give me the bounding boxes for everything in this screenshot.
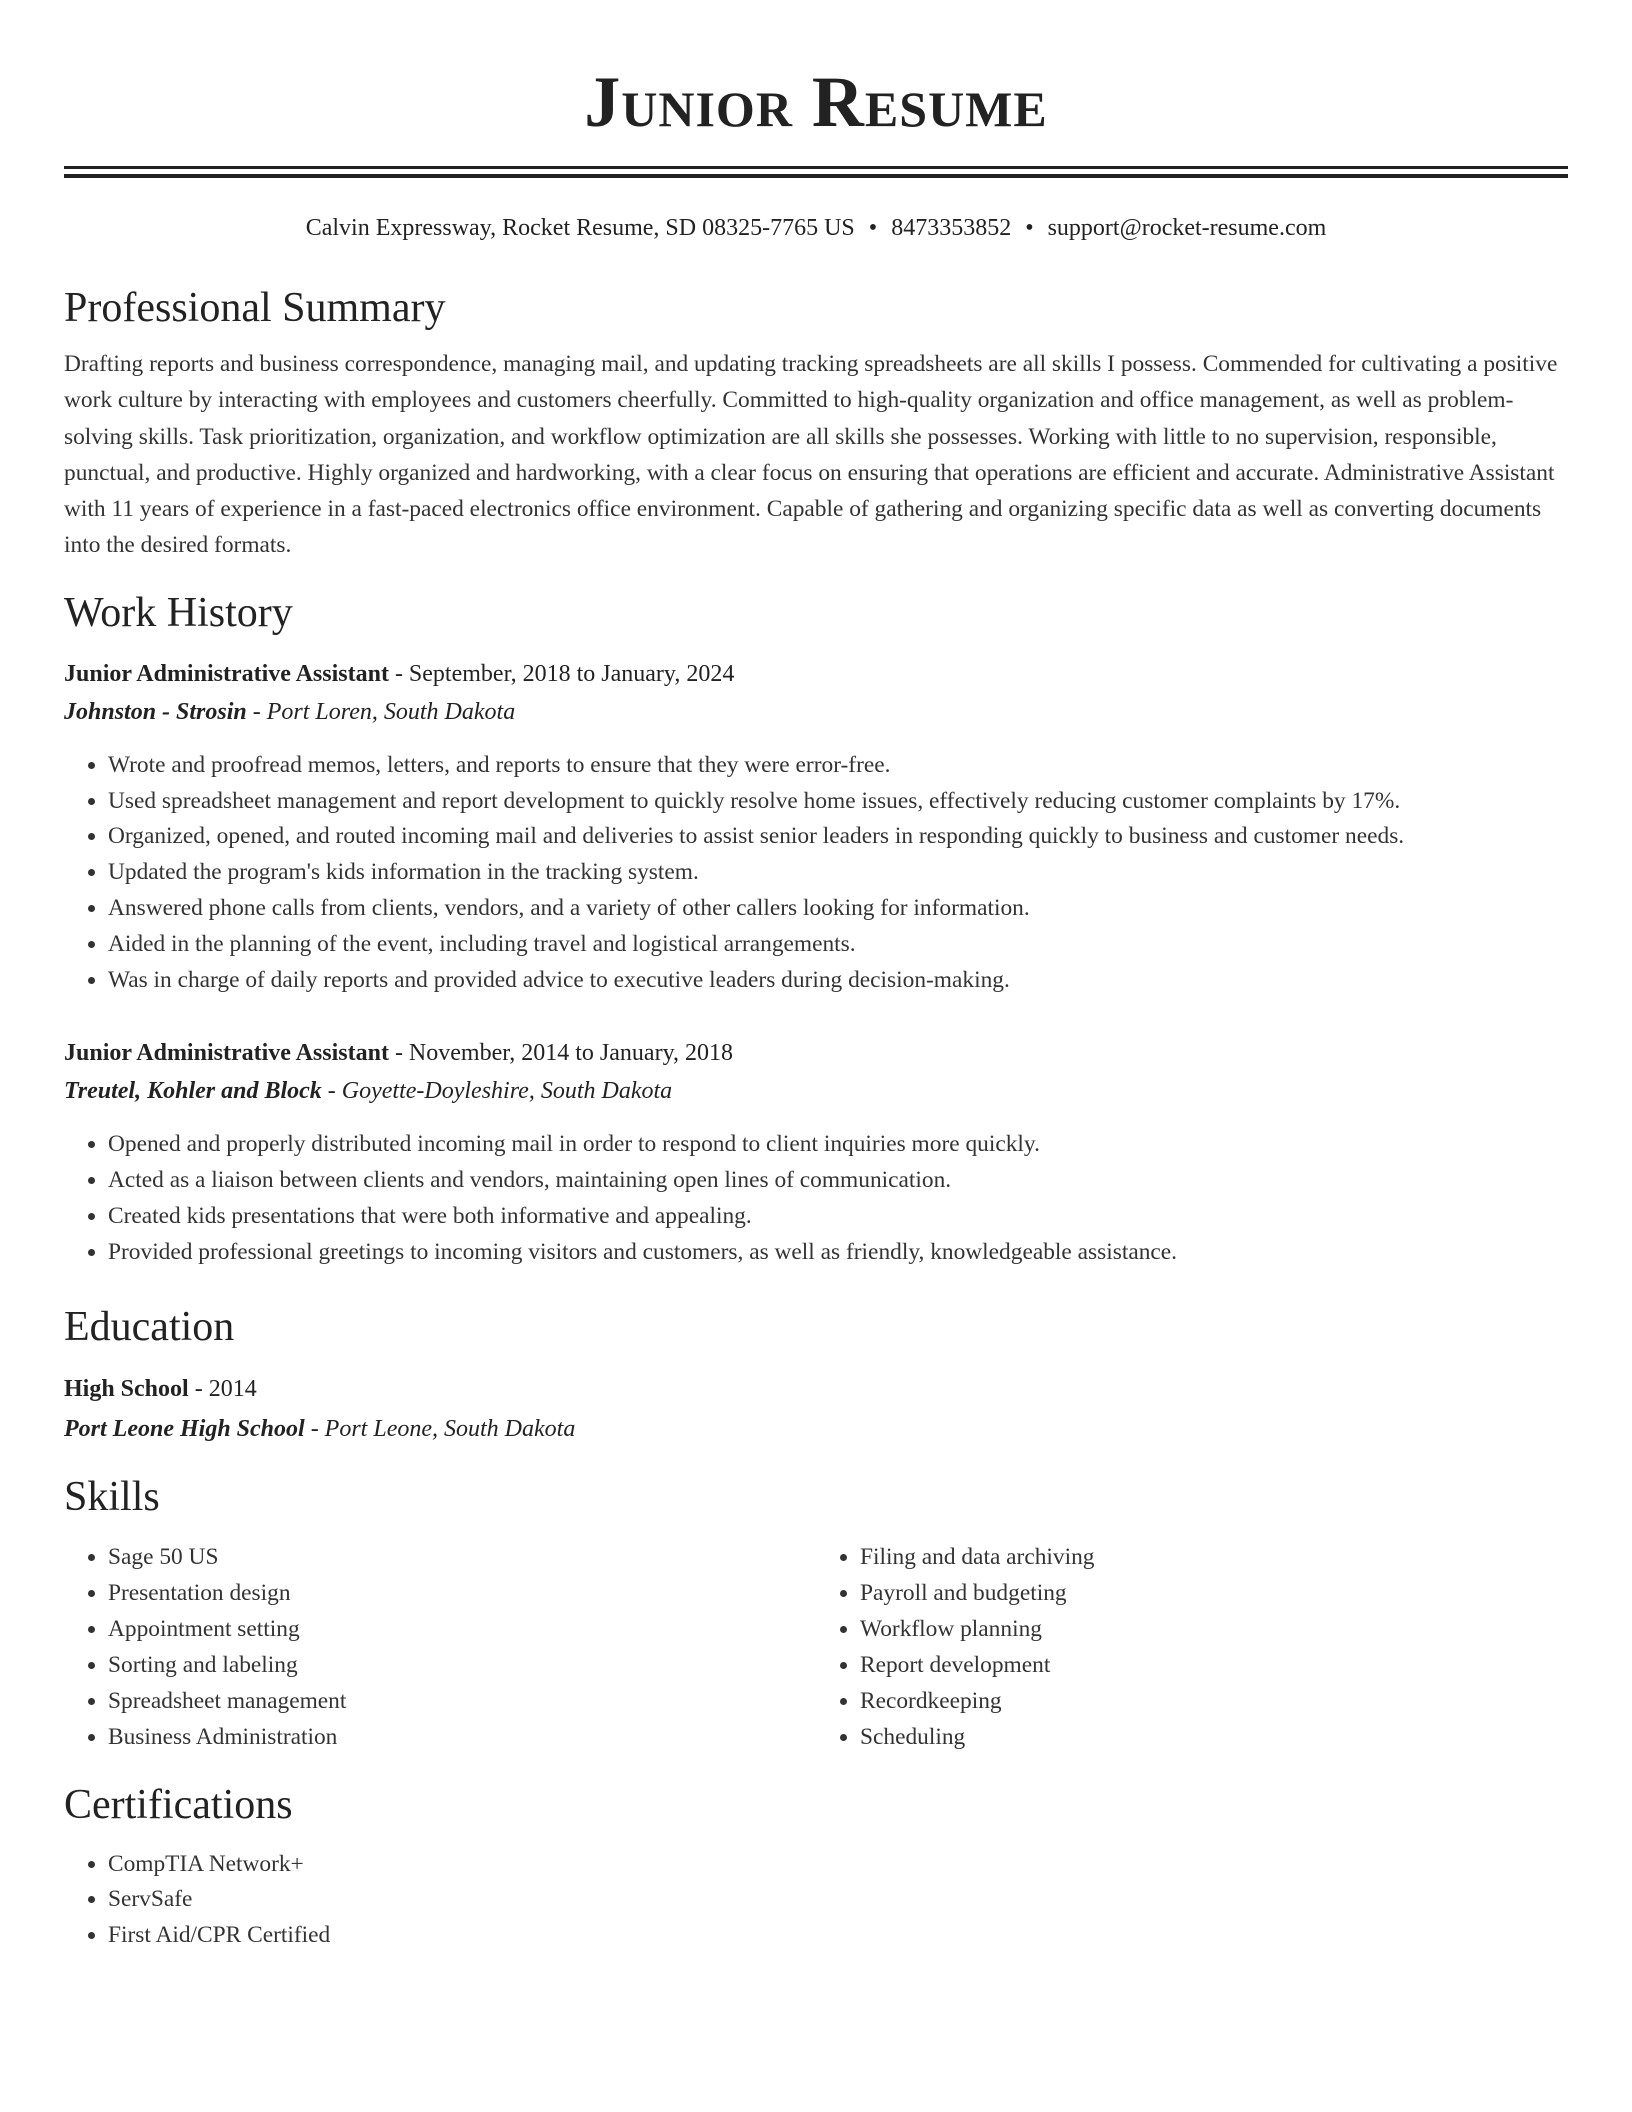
list-item: • Scheduling <box>860 1719 1568 1755</box>
contact-phone: 8473353852 <box>891 215 1012 241</box>
list-item: • Sage 50 US <box>108 1539 816 1575</box>
contact-separator: • <box>868 215 878 241</box>
list-item: • CompTIA Network+ <box>108 1847 1568 1883</box>
resume-name: Junior Resume <box>584 62 1048 142</box>
job-entry <box>64 1034 1568 1270</box>
list-item: • Spreadsheet management <box>108 1683 816 1719</box>
list-item: • Created kids presentations that were both informative and appealing. <box>108 1199 1568 1235</box>
list-item: • Filing and data archiving <box>860 1539 1568 1575</box>
list-item: • Used spreadsheet management and report development to quickly resolve home issues, effectively reducing customer complaints by 17%. <box>108 784 1568 820</box>
job-location: - Goyette-Doyleshire, South Dakota <box>321 1078 673 1105</box>
skills-column-left <box>64 1539 816 1755</box>
job-company-line <box>64 693 1568 731</box>
skills-grid <box>64 1539 1568 1755</box>
job-role: Junior Administrative Assistant <box>64 660 389 687</box>
header-rule-top <box>64 166 1568 169</box>
education-degree: High School <box>64 1375 189 1402</box>
list-item: • Organized, opened, and routed incoming mail and deliveries to assist senior leaders in responding quickly to business and customer needs. <box>108 819 1568 855</box>
list-item: • ServSafe <box>108 1882 1568 1918</box>
list-item: • Workflow planning <box>860 1611 1568 1647</box>
list-item: • Acted as a liaison between clients and vendors, maintaining open lines of communication. <box>108 1163 1568 1199</box>
job-dates: - September, 2018 to January, 2024 <box>388 660 735 687</box>
job-entry <box>64 655 1568 999</box>
job-dates: - November, 2014 to January, 2018 <box>388 1040 734 1067</box>
section-title-certifications: Certifications <box>64 1781 293 1828</box>
job-company: Johnston - Strosin <box>64 698 247 725</box>
education-school: Port Leone High School <box>64 1415 305 1442</box>
education-location: - Port Leone, South Dakota <box>304 1415 576 1442</box>
list-item: • Presentation design <box>108 1575 816 1611</box>
section-title-work-history: Work History <box>64 589 293 636</box>
certifications-list <box>64 1847 1568 1954</box>
list-item: • Opened and properly distributed incoming mail in order to respond to client inquiries more quickly. <box>108 1127 1568 1163</box>
section-title-education: Education <box>64 1303 235 1350</box>
job-heading <box>64 1034 1568 1072</box>
contact-email: support@rocket-resume.com <box>1047 215 1327 241</box>
list-item: • Answered phone calls from clients, vendors, and a variety of other callers looking for information. <box>108 891 1568 927</box>
list-item: • Sorting and labeling <box>108 1647 816 1683</box>
education-school-line <box>64 1409 1568 1449</box>
list-item: • Aided in the planning of the event, including travel and logistical arrangements. <box>108 927 1568 963</box>
job-role: Junior Administrative Assistant <box>64 1040 389 1067</box>
education-year: - 2014 <box>188 1375 257 1402</box>
list-item: • Appointment setting <box>108 1611 816 1647</box>
education-entry <box>64 1369 1568 1449</box>
header-rule-bottom <box>64 174 1568 178</box>
job-bullets <box>64 1127 1568 1270</box>
list-item: • Provided professional greetings to incoming visitors and customers, as well as friendly, knowledgeable assistance. <box>108 1235 1568 1271</box>
job-company-line <box>64 1072 1568 1110</box>
section-title-summary: Professional Summary <box>64 285 446 331</box>
list-item: • Payroll and budgeting <box>860 1575 1568 1611</box>
job-bullets <box>64 748 1568 999</box>
list-item: • Was in charge of daily reports and provided advice to executive leaders during decision-making. <box>108 963 1568 999</box>
job-location: - Port Loren, South Dakota <box>246 698 516 725</box>
job-heading <box>64 655 1568 693</box>
list-item: • Recordkeeping <box>860 1683 1568 1719</box>
job-company: Treutel, Kohler and Block <box>64 1078 322 1105</box>
contact-line <box>64 212 1568 244</box>
skills-column-right <box>816 1539 1568 1755</box>
list-item: • First Aid/CPR Certified <box>108 1918 1568 1954</box>
list-item: • Wrote and proofread memos, letters, and reports to ensure that they were error-free. <box>108 748 1568 784</box>
contact-address: Calvin Expressway, Rocket Resume, SD 08325-7765 US <box>305 215 855 241</box>
list-item: • Report development <box>860 1647 1568 1683</box>
list-item: • Business Administration <box>108 1719 816 1755</box>
education-heading <box>64 1369 1568 1409</box>
section-title-skills: Skills <box>64 1473 160 1520</box>
list-item: • Updated the program's kids information in the tracking system. <box>108 855 1568 891</box>
contact-separator: • <box>1025 215 1034 241</box>
summary-text: Drafting reports and business correspondence, managing mail, and updating tracking spreadsheets are all skills I possess. Commended for cultivating a positive work culture by interacting with employees and customers cheerfully. Committed to high-quality organization and office management, as well as problem-solving skills. Task prioritization, organization, and workflow optimization are all skills she possesses. Working with little to no supervision, responsible, punctual, and productive. Highly organized and hardworking, with a clear focus on ensuring that operations are efficient and accurate. Administrative Assistant with 11 years of experience in a fast-paced electronics office environment. Capable of gathering and organizing specific data as well as converting documents into the desired formats. <box>64 351 1558 559</box>
